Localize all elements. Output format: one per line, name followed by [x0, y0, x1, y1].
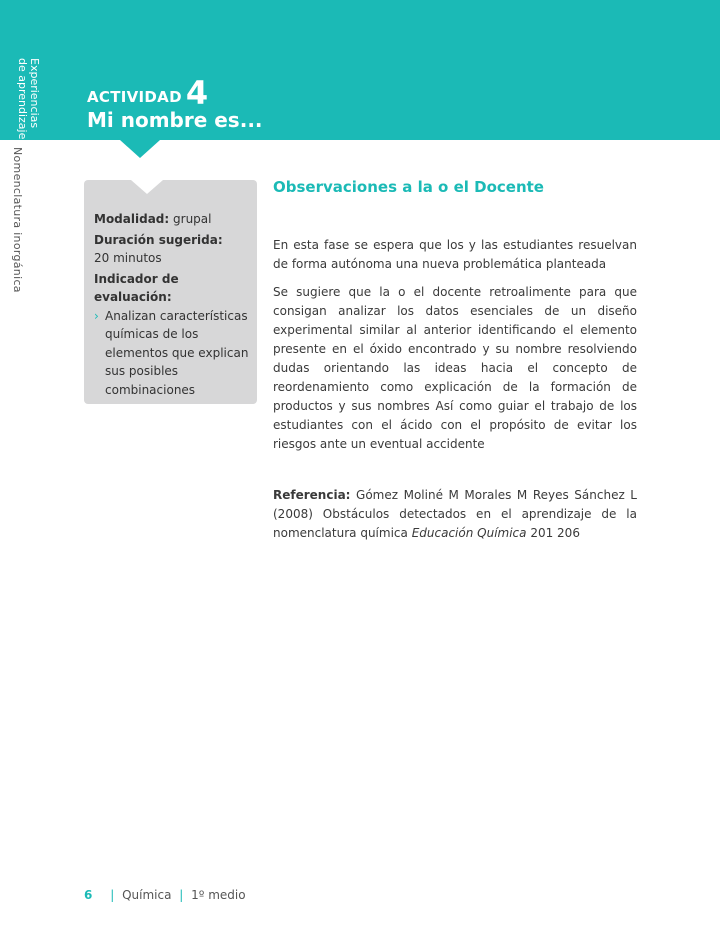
page-number: 6	[84, 888, 93, 902]
indicador-list	[94, 307, 254, 400]
reference-label: Referencia:	[273, 488, 351, 502]
side-label-topic: Nomenclatura inorgánica	[11, 147, 24, 293]
indicador-label	[94, 270, 254, 307]
bullet-icon: ›	[94, 308, 99, 323]
section-heading: Observaciones a la o el Docente	[273, 178, 544, 196]
list-item	[94, 307, 254, 400]
footer-separator: |	[110, 888, 115, 902]
side-label-line2: de aprendizaje	[16, 58, 29, 140]
footer	[84, 888, 246, 902]
modalidad-value: grupal	[173, 212, 212, 226]
activity-label: ACTIVIDAD	[87, 88, 182, 106]
footer-subject: Química	[122, 888, 172, 902]
footer-level: 1º medio	[191, 888, 246, 902]
reference-text: Gómez Moliné M Morales M Reyes Sánchez L (2008) Obstáculos detectados en el aprendizaje de la nomenclatura química	[273, 488, 637, 540]
activity-kicker	[87, 74, 208, 112]
reference-pages: 201 206	[530, 526, 580, 540]
modalidad-row	[94, 210, 254, 229]
reference-journal: Educación Química	[411, 526, 527, 540]
duracion-label-text: Duración sugerida:	[94, 232, 223, 247]
header-notch	[120, 140, 160, 158]
info-box-content	[94, 210, 254, 399]
duracion-label	[94, 231, 254, 250]
footer-separator: |	[179, 888, 184, 902]
main-body	[273, 236, 637, 463]
paragraph: En esta fase se espera que los y las estudiantes resuelvan de forma autónoma una nueva problemática planteada	[273, 238, 637, 271]
activity-number: 4	[185, 74, 209, 112]
duracion-value: 20 minutos	[94, 251, 162, 265]
indicador-label-text: Indicador de evaluación:	[94, 271, 179, 304]
activity-title: Mi nombre es...	[87, 108, 263, 132]
indicador-item-text: Analizan características químicas de los elementos que explican sus posibles combinaciones	[105, 308, 249, 397]
modalidad-label: Modalidad:	[94, 212, 170, 226]
reference	[273, 486, 637, 543]
side-label-experiencias	[16, 58, 40, 139]
info-box-notch	[131, 180, 163, 194]
paragraph: Se sugiere que la o el docente retroalimente para que consigan analizar los datos esenciales de un diseño experimental similar al anterior identificando el elemento presente en el óxido encontrado y su nombre resolviendo dudas orientando las ideas hacia el concepto de reordenamiento como explicación de la formación de productos y sus nombres Así como guiar el trabajo de los estudiantes con el ácido con el propósito de evitar los riesgos ante un eventual accidente	[273, 285, 637, 451]
side-label-line1: Experiencias	[28, 58, 41, 129]
